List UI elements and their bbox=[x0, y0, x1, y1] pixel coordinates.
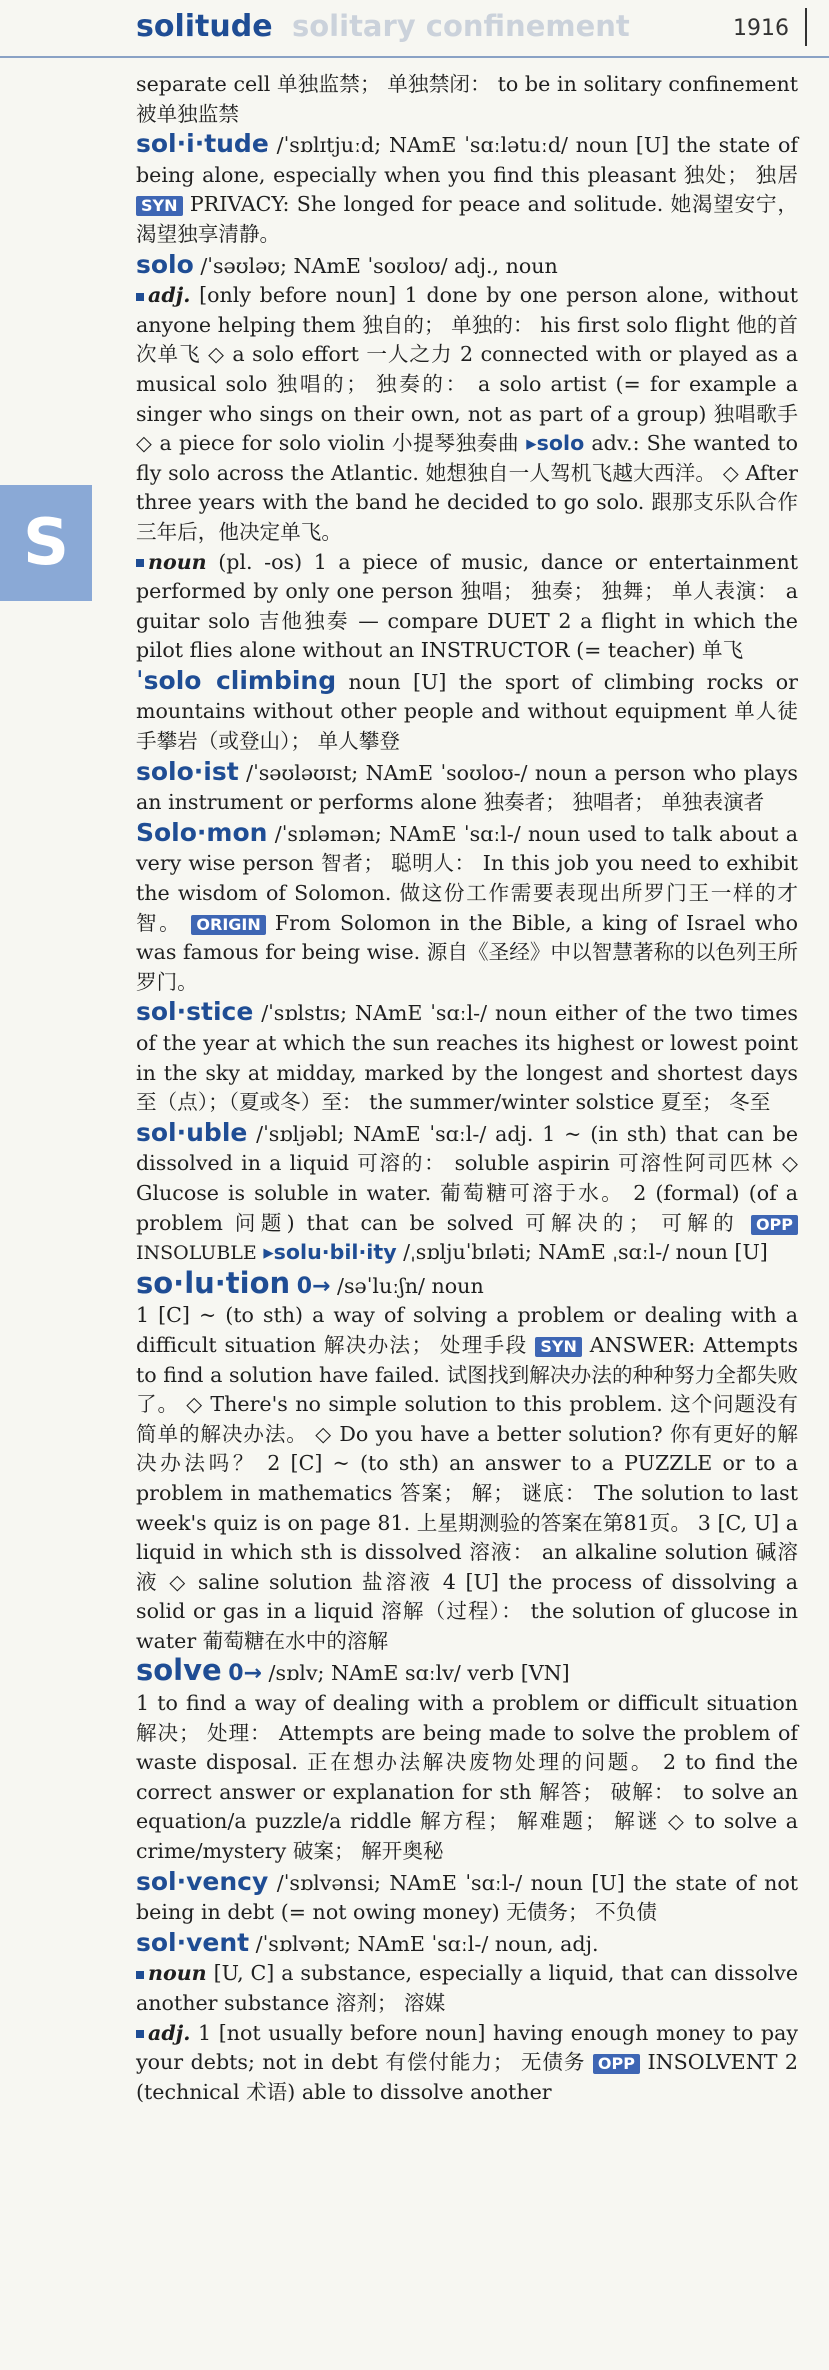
opp-label: OPP bbox=[593, 2054, 640, 2074]
headword[interactable]: solo bbox=[136, 249, 194, 279]
headword[interactable]: ˈsolo climbing bbox=[136, 665, 337, 695]
square-bullet-icon bbox=[136, 293, 144, 301]
headword[interactable]: sol·uble bbox=[136, 1117, 248, 1147]
entry-solvent: sol·vent /ˈsɒlvənt; NAmE ˈsɑːl-/ noun, adj. bbox=[136, 1927, 599, 1957]
headword[interactable]: so·lu·tion bbox=[136, 1265, 291, 1300]
headword[interactable]: sol·stice bbox=[136, 997, 254, 1027]
thumb-index-letter: S bbox=[22, 506, 70, 580]
entry-solo: solo /ˈsəʊləʊ; NAmE ˈsoʊloʊ/ adj., noun bbox=[136, 249, 558, 279]
derivative-word[interactable]: solu·bil·ity bbox=[273, 1240, 397, 1265]
thumb-index-tab[interactable] bbox=[0, 485, 92, 601]
entry-solvency: sol·vency /ˈsɒlvənsi; NAmE ˈsɑːl-/ noun [U] the state of not being in debt (= not owing money) 无债务； 不负债 bbox=[136, 1866, 799, 1925]
dictionary-column bbox=[136, 70, 798, 2107]
key-word-icon: 0→ bbox=[228, 1661, 262, 1687]
square-bullet-icon bbox=[136, 559, 144, 567]
guide-word: solitude bbox=[136, 9, 273, 44]
sense-solution: 1 [C] ~ (to sth) a way of solving a problem or dealing with a difficult situation 解决办法； 处理手段 SYN ANSWER: Attempts to find a solution have failed. 试图找到解决办法的种种努力全都失败了。 ◇ There's no simple solution to this problem. 这个问题没有简单的解决办法。 ◇ Do you have a better solution? 你有更好的解决办法吗？ 2 [C] ~ (to sth) an answer to a PUZZLE or to a problem in mathematics 答案； 解； 谜底： The solution to last week's quiz is on page 81. 上星期测验的答案在第81页。 3 [C, U] a liquid in which sth is dissolved 溶液： an alkaline solution 碱溶液 ◇ saline solution 盐溶液 4 [U] the process of dissolving a solid or gas in a liquid 溶解（过程）： the solution of glucose in water 葡萄糖在水中的溶解 bbox=[136, 1303, 799, 1653]
square-bullet-icon bbox=[136, 1971, 144, 1979]
key-word-icon: 0→ bbox=[296, 1273, 331, 1299]
headword[interactable]: sol·vent bbox=[136, 1927, 250, 1957]
entry-soluble: sol·uble /ˈsɒljəbl; NAmE ˈsɑːl-/ adj. 1 ~ (in sth) that can be dissolved in a liquid 可溶的： soluble aspirin 可溶性阿司匹林 ◇ Glucose is soluble in water. 葡萄糖可溶于水。 2 (formal) (of a problem 问题) that can be solved 可解决的； 可解的 OPP INSOLUBLE ▸solu·bil·ity /ˌsɒljuˈbɪləti; NAmE ˌsɑːl-/ noun [U] bbox=[136, 1117, 799, 1265]
headword[interactable]: solve bbox=[136, 1653, 222, 1688]
sense-solo-noun: noun (pl. -os) 1 a piece of music, dance or entertainment performed by only one person 独唱； 独奏； 独舞； 单人表演： a guitar solo 吉他独奏 — compare DUET 2 a flight in which the pilot flies alone without an INSTRUCTOR (= teacher) 单飞 bbox=[136, 549, 799, 663]
derivative-word[interactable]: solo bbox=[536, 431, 585, 456]
page-number-rule bbox=[805, 8, 807, 46]
entry-solve: solve 0→ /sɒlv; NAmE sɑːlv/ verb [VN] bbox=[136, 1653, 570, 1688]
square-bullet-icon bbox=[136, 2030, 144, 2038]
triangle-arrow-icon: ▸ bbox=[526, 431, 537, 456]
syn-label: SYN bbox=[136, 196, 183, 216]
headword[interactable]: Solo·mon bbox=[136, 817, 268, 847]
entry-soloist: solo·ist /ˈsəʊləʊɪst; NAmE ˈsoʊloʊ-/ noun a person who plays an instrument or performs alone 独奏者； 独唱者； 单独表演者 bbox=[136, 756, 798, 815]
entry-continuation: separate cell 单独监禁； 单独禁闭： to be in solitary confinement 被单独监禁 bbox=[136, 72, 798, 126]
show-through-text: solitary confinement bbox=[292, 9, 630, 43]
page-header bbox=[0, 0, 829, 58]
sense-solvent-adj: adj. 1 [not usually before noun] having enough money to pay your debts; not in debt 有偿付能力； 无债务 OPP INSOLVENT 2 (technical 术语) able to dissolve another bbox=[136, 2020, 799, 2104]
origin-label: ORIGIN bbox=[191, 915, 265, 935]
headword[interactable]: sol·i·tude bbox=[136, 129, 269, 159]
opp-label: OPP bbox=[751, 1215, 798, 1235]
headword[interactable]: solo·ist bbox=[136, 756, 239, 786]
sense-solvent-noun: noun [U, C] a substance, especially a liquid, that can dissolve another substance 溶剂； 溶媒 bbox=[136, 1961, 799, 2015]
triangle-arrow-icon: ▸ bbox=[263, 1240, 274, 1265]
page-number: 1916 bbox=[733, 16, 789, 41]
entry-solomon: Solo·mon /ˈsɒləmən; NAmE ˈsɑːl-/ noun used to talk about a very wise person 智者； 聪明人： In this job you need to exhibit the wisdom of Solomon. 做这份工作需要表现出所罗门王一样的才智。 ORIGIN From Solomon in the Bible, a king of Israel who was famous for being wise. 源自《圣经》中以智慧著称的以色列王所罗门。 bbox=[136, 817, 799, 994]
entry-solo-climbing: ˈsolo climbing noun [U] the sport of climbing rocks or mountains without other people and without equipment 单人徒手攀岩（或登山）； 单人攀登 bbox=[136, 665, 798, 754]
entry-solstice: sol·stice /ˈsɒlstɪs; NAmE ˈsɑːl-/ noun either of the two times of the year at which the sun reaches its highest or lowest point in the sky at midday, marked by the longest and shortest days 至（点）；（夏或冬）至： the summer/winter solstice 夏至； 冬至 bbox=[136, 997, 798, 1115]
entry-solitude: sol·i·tude /ˈsɒlɪtjuːd; NAmE ˈsɑːlətuːd/ noun [U] the state of being alone, especially when you find this pleasant 独处； 独居 SYN PRIVACY: She longed for peace and solitude. 她渴望安宁，渴望独享清静。 bbox=[136, 129, 799, 246]
sense-solve: 1 to find a way of dealing with a problem or difficult situation 解决； 处理： Attempts are being made to solve the problem of waste disposal. 正在想办法解决废物处理的问题。 2 to find the correct answer or explanation for sth 解答； 破解： to solve an equation/a puzzle/a riddle 解方程； 解难题； 解谜 ◇ to solve a crime/mystery 破案； 解开奥秘 bbox=[136, 1691, 798, 1864]
headword[interactable]: sol·vency bbox=[136, 1866, 269, 1896]
sense-solo-adj: adj. [only before noun] 1 done by one person alone, without anyone helping them 独自的； 单独的： his first solo flight 他的首次单飞 ◇ a solo effort 一人之力 2 connected with or played as a musical solo 独唱的； 独奏的： a solo artist (= for example a singer who sings on their own, not as part of a group) 独唱歌手 ◇ a piece for solo violin 小提琴独奏曲 ▸solo adv.: She wanted to fly solo across the Atlantic. 她想独自一人驾机飞越大西洋。 ◇ After three years with the band he decided to go solo. 跟那支乐队合作三年后，他决定单飞。 bbox=[136, 283, 798, 544]
syn-label: SYN bbox=[535, 1337, 582, 1357]
entry-solution: so·lu·tion 0→ /səˈluːʃn/ noun bbox=[136, 1265, 484, 1300]
